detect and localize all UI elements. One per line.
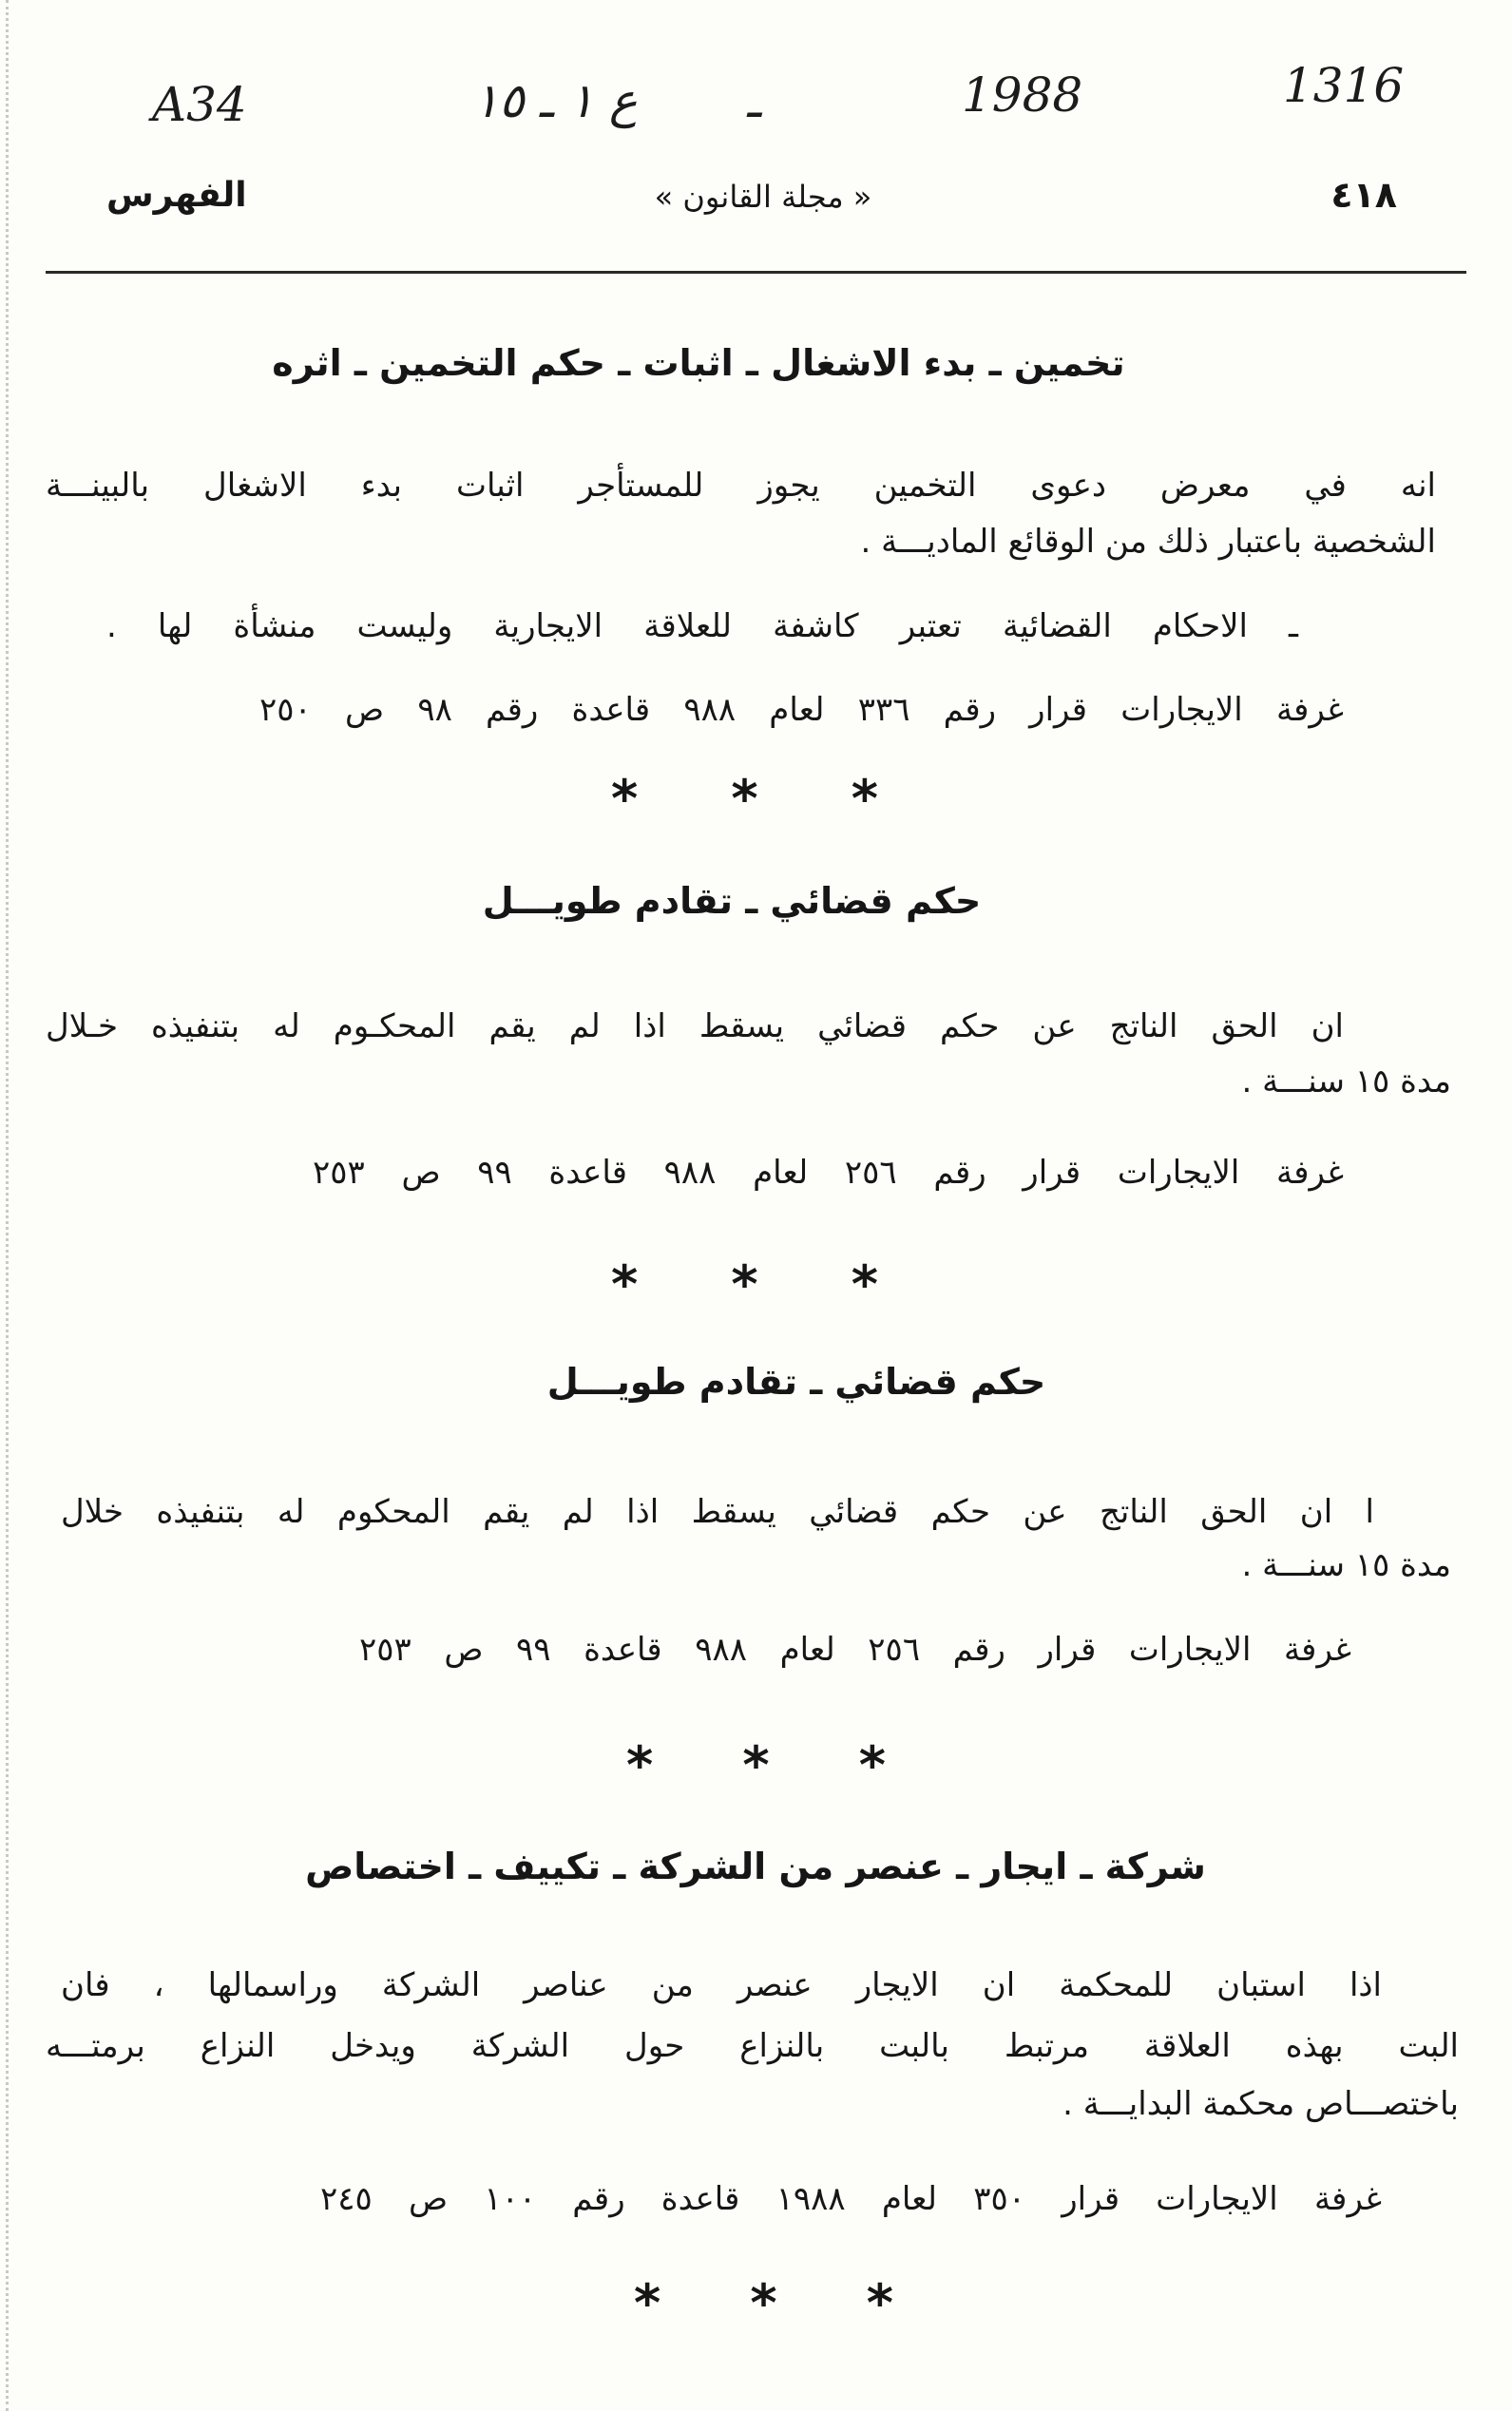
section-title: حكم قضائي ـ تقادم طويـــل xyxy=(482,880,982,922)
section-title: شركة ـ ايجار ـ عنصر من الشركة ـ تكييف ـ اختصاص xyxy=(305,1846,1206,1887)
header-rule xyxy=(46,271,1466,274)
ruling-reference: غرفة الايجارات قرار ٣٥٠ لعام ١٩٨٨ قاعدة رقم ١٠٠ ص ٢٤٥ xyxy=(320,2180,1382,2218)
handwritten-year: 1988 xyxy=(962,67,1083,123)
paragraph-line: البت بهذه العلاقة مرتبط بالبت بالنزاع حول الشركة ويدخل النزاع برمتـــه xyxy=(46,2027,1459,2065)
paragraph-line: مدة ١٥ سنـــة . xyxy=(1241,1546,1451,1584)
index-label: الفهرس xyxy=(106,176,247,215)
section-title: تخمين ـ بدء الاشغال ـ اثبات ـ حكم التخمين ـ اثره xyxy=(272,342,1125,384)
section-separator: * * * xyxy=(626,1735,886,1795)
handwritten-ref-left: A34 xyxy=(152,77,247,132)
paragraph-line: باختصـــاص محكمة البدايـــة . xyxy=(1062,2085,1459,2123)
paragraph-line: انه في معرض دعوى التخمين يجوز للمستأجر اثبات بدء الاشغال بالبينـــة xyxy=(46,467,1436,505)
handwritten-dash: ـ xyxy=(747,73,761,128)
paragraph-line: ـ الاحكام القضائية تعتبر كاشفة للعلاقة الايجارية وليست منشأة لها . xyxy=(106,607,1298,645)
paragraph-line: ا ان الحق الناتج عن حكم قضائي يسقط اذا لم يقم المحكوم له بتنفيذه خلال xyxy=(61,1493,1374,1531)
page-number: ٤١٨ xyxy=(1330,174,1397,216)
ruling-reference: غرفة الايجارات قرار رقم ٣٣٦ لعام ٩٨٨ قاعدة رقم ٩٨ ص ٢٥٠ xyxy=(259,691,1344,729)
section-separator: * * * xyxy=(634,2273,893,2333)
section-separator: * * * xyxy=(611,1254,878,1314)
paragraph-line: اذا استبان للمحكمة ان الايجار عنصر من عناصر الشركة وراسمالها ، فان xyxy=(61,1966,1382,2004)
paragraph-line: ان الحق الناتج عن حكم قضائي يسقط اذا لم يقم المحكـوم له بتنفيذه خـلال xyxy=(46,1007,1344,1045)
ruling-reference: غرفة الايجارات قرار رقم ٢٥٦ لعام ٩٨٨ قاعدة ٩٩ ص ٢٥٣ xyxy=(313,1154,1344,1192)
journal-title: « مجلة القانون » xyxy=(654,179,872,215)
ruling-reference: غرفة الايجارات قرار رقم ٢٥٦ لعام ٩٨٨ قاعدة ٩٩ ص ٢٥٣ xyxy=(359,1631,1351,1669)
handwritten-issue: ع ١ ـ ١٥ xyxy=(473,73,638,128)
paragraph-line: مدة ١٥ سنـــة . xyxy=(1241,1062,1451,1100)
section-separator: * * * xyxy=(611,769,878,829)
paragraph-line: الشخصية باعتبار ذلك من الوقائع الماديـــة . xyxy=(860,523,1436,561)
section-title: حكم قضائي ـ تقادم طويـــل xyxy=(546,1361,1046,1403)
handwritten-number: 1316 xyxy=(1283,58,1405,113)
scan-edge-mark xyxy=(6,0,9,2411)
